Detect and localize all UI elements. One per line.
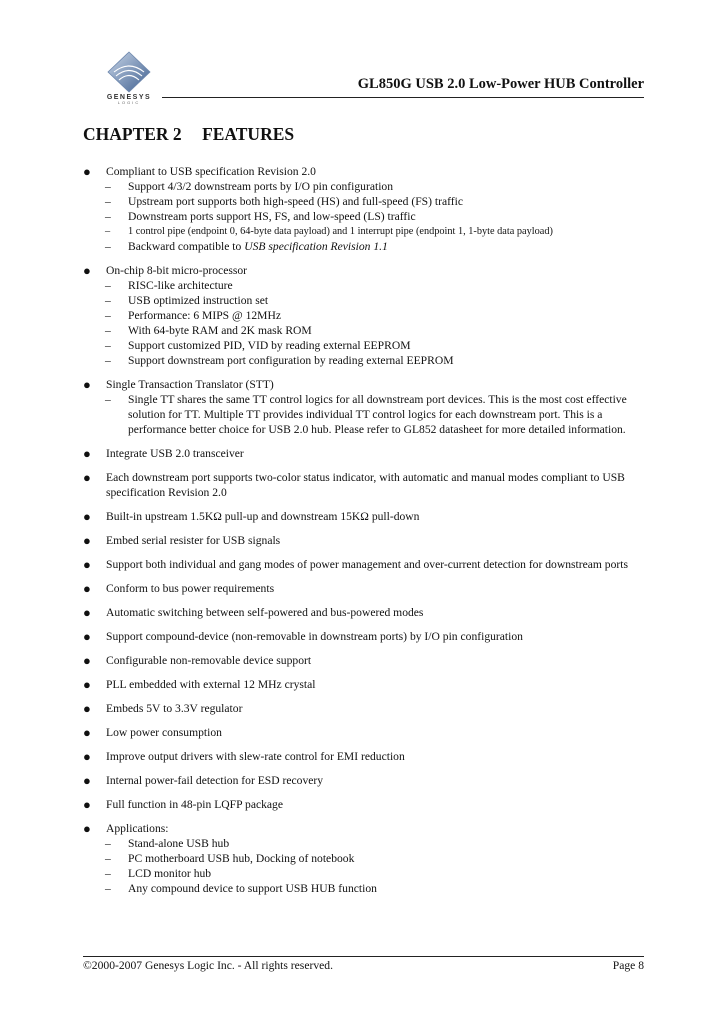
sub-feature-item [83, 881, 643, 896]
feature-text: PLL embedded with external 12 MHz crystal [106, 678, 316, 691]
feature-item [83, 701, 643, 716]
bullet-icon: ● [83, 557, 91, 572]
sub-feature-item [83, 239, 643, 254]
header-divider [162, 97, 644, 98]
footer-divider [83, 956, 644, 957]
sub-feature-text: Support customized PID, VID by reading external EEPROM [128, 339, 411, 352]
bullet-icon: ● [83, 533, 91, 548]
dash-icon: – [105, 867, 111, 880]
bullet-icon: ● [83, 581, 91, 596]
feature-item [83, 725, 643, 740]
bullet-icon: ● [83, 749, 91, 764]
sub-feature-text: Any compound device to support USB HUB function [128, 882, 377, 895]
sub-feature-text: Upstream port supports both high-speed (HS) and full-speed (FS) traffic [128, 195, 463, 208]
sub-feature-item [83, 866, 643, 881]
feature-item [83, 581, 643, 596]
feature-text: Low power consumption [106, 726, 222, 739]
dash-icon: – [105, 195, 111, 208]
feature-item [83, 470, 643, 500]
feature-item [83, 509, 643, 524]
sub-feature-item [83, 323, 643, 338]
sub-feature-item [83, 194, 643, 209]
bullet-icon: ● [83, 263, 91, 278]
dash-icon: – [105, 393, 111, 406]
feature-text: Improve output drivers with slew-rate control for EMI reduction [106, 750, 405, 763]
dash-icon: – [105, 309, 111, 322]
sub-feature-text: PC motherboard USB hub, Docking of notebook [128, 852, 355, 865]
feature-item [83, 533, 643, 548]
bullet-icon: ● [83, 446, 91, 461]
sub-feature-text: Performance: 6 MIPS @ 12MHz [128, 309, 282, 322]
feature-text: Support both individual and gang modes of power management and over-current detection for downstream ports [106, 558, 628, 571]
feature-item [83, 797, 643, 812]
feature-item [83, 377, 643, 437]
sub-feature-item [83, 179, 643, 194]
sub-feature-item [83, 278, 643, 293]
dash-icon: – [105, 294, 111, 307]
bullet-icon: ● [83, 773, 91, 788]
feature-text: Support compound-device (non-removable in downstream ports) by I/O pin configuration [106, 630, 523, 643]
feature-item [83, 653, 643, 668]
sub-feature-item [83, 209, 643, 224]
feature-list [83, 164, 643, 905]
feature-text: Applications: [106, 822, 169, 835]
bullet-icon: ● [83, 629, 91, 644]
feature-item [83, 821, 643, 896]
page-number: Page 8 [612, 959, 644, 972]
dash-icon: – [105, 210, 111, 223]
copyright-text: ©2000-2007 Genesys Logic Inc. - All rights reserved. [83, 959, 333, 972]
feature-item [83, 557, 643, 572]
feature-item [83, 677, 643, 692]
feature-text: Full function in 48-pin LQFP package [106, 798, 283, 811]
dash-icon: – [105, 279, 111, 292]
genesys-logo [98, 50, 160, 104]
sub-feature-text: Single TT shares the same TT control logics for all downstream port devices. This is the most cost effective solution for TT. Multiple TT provides individual TT control logics for each downstream port. This is a performance better choice for USB 2.0 hub. Please refer to GL852 datasheet for more detailed information. [128, 393, 627, 436]
bullet-icon: ● [83, 605, 91, 620]
sub-feature-text: USB optimized instruction set [128, 294, 269, 307]
bullet-icon: ● [83, 677, 91, 692]
bullet-icon: ● [83, 821, 91, 836]
feature-text: Embed serial resister for USB signals [106, 534, 281, 547]
sub-feature-item [83, 338, 643, 353]
feature-text: Integrate USB 2.0 transceiver [106, 447, 244, 460]
sub-feature-text: LCD monitor hub [128, 867, 212, 880]
chapter-title: FEATURES [202, 124, 295, 144]
bullet-icon: ● [83, 725, 91, 740]
dash-icon: – [105, 226, 111, 237]
logo-text: GENESYS [106, 94, 152, 101]
feature-text: On-chip 8-bit micro-processor [106, 264, 248, 277]
feature-item [83, 629, 643, 644]
feature-text: Embeds 5V to 3.3V regulator [106, 702, 243, 715]
sub-feature-text: Stand-alone USB hub [128, 837, 230, 850]
dash-icon: – [105, 354, 111, 367]
sub-feature-text: Backward compatible to [128, 240, 245, 253]
dash-icon: – [105, 882, 111, 895]
sub-feature-item [83, 836, 643, 851]
document-title: GL850G USB 2.0 Low-Power HUB Controller [357, 76, 644, 92]
sub-feature-italic-text: USB specification Revision 1.1 [244, 240, 388, 253]
sub-feature-item [83, 353, 643, 368]
feature-text: Each downstream port supports two-color status indicator, with automatic and manual modes compliant to USB specification Revision 2.0 [106, 471, 625, 499]
feature-text: Compliant to USB specification Revision 2.0 [106, 165, 316, 178]
logo-subtext: LOGIC [117, 100, 141, 104]
bullet-icon: ● [83, 797, 91, 812]
feature-text: Conform to bus power requirements [106, 582, 275, 595]
feature-text: Single Transaction Translator (STT) [106, 378, 274, 391]
chapter-number: CHAPTER 2 [83, 124, 182, 144]
feature-text: Built-in upstream 1.5KΩ pull-up and downstream 15KΩ pull-down [106, 510, 420, 523]
dash-icon: – [105, 837, 111, 850]
sub-feature-text: Support 4/3/2 downstream ports by I/O pin configuration [128, 180, 394, 193]
sub-feature-item [83, 224, 643, 239]
sub-feature-text: Support downstream port configuration by reading external EEPROM [128, 354, 454, 367]
feature-item [83, 749, 643, 764]
feature-item [83, 263, 643, 368]
sub-feature-item [83, 851, 643, 866]
sub-feature-text: Downstream ports support HS, FS, and low-speed (LS) traffic [128, 210, 416, 223]
feature-item [83, 164, 643, 254]
feature-text: Internal power-fail detection for ESD recovery [106, 774, 324, 787]
feature-item [83, 446, 643, 461]
sub-feature-item [83, 392, 643, 437]
bullet-icon: ● [83, 653, 91, 668]
bullet-icon: ● [83, 701, 91, 716]
sub-feature-text: With 64-byte RAM and 2K mask ROM [128, 324, 312, 337]
feature-text: Automatic switching between self-powered and bus-powered modes [106, 606, 424, 619]
bullet-icon: ● [83, 470, 91, 485]
chapter-heading [83, 124, 294, 145]
sub-feature-item [83, 308, 643, 323]
dash-icon: – [105, 240, 111, 253]
feature-item [83, 773, 643, 788]
dash-icon: – [105, 852, 111, 865]
sub-feature-item [83, 293, 643, 308]
dash-icon: – [105, 180, 111, 193]
bullet-icon: ● [83, 164, 91, 179]
dash-icon: – [105, 324, 111, 337]
feature-text: Configurable non-removable device support [106, 654, 312, 667]
bullet-icon: ● [83, 509, 91, 524]
bullet-icon: ● [83, 377, 91, 392]
sub-feature-text: RISC-like architecture [128, 279, 233, 292]
feature-item [83, 605, 643, 620]
sub-feature-text: 1 control pipe (endpoint 0, 64-byte data payload) and 1 interrupt pipe (endpoint 1, 1-byte data payload) [128, 226, 553, 237]
dash-icon: – [105, 339, 111, 352]
